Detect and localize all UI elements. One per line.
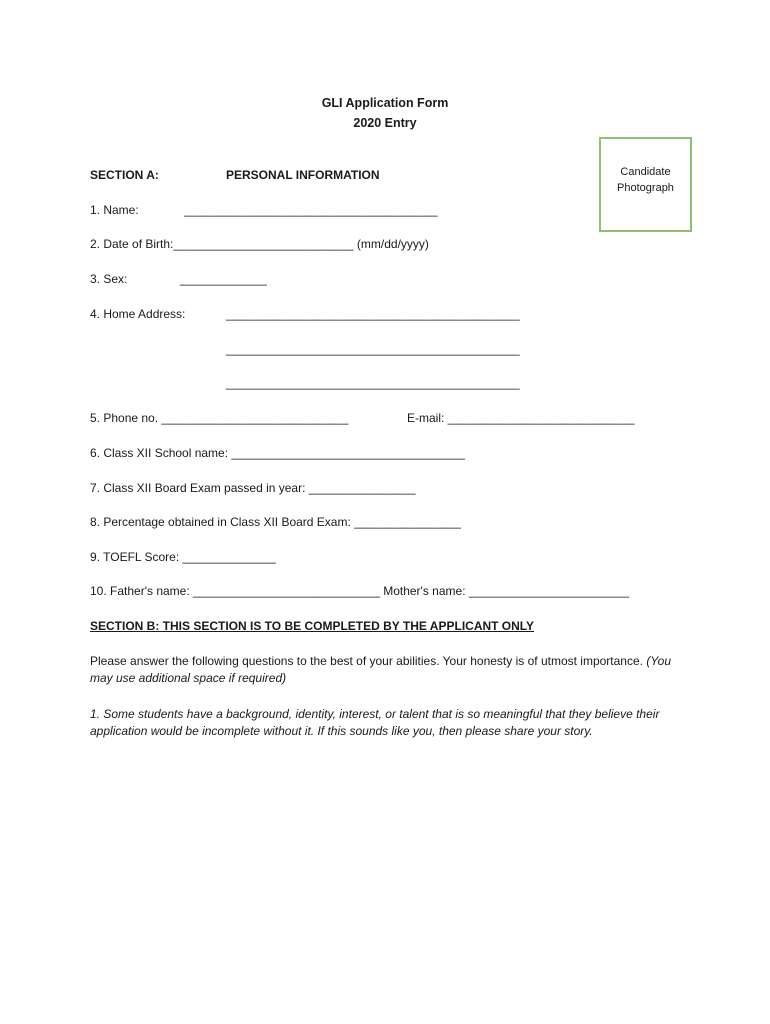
home-address-field-line2[interactable]: ____________________________________________ (226, 342, 520, 356)
board-exam-year-field[interactable]: 7. Class XII Board Exam passed in year: ________________ (90, 481, 416, 495)
candidate-photograph-box[interactable] (599, 137, 692, 232)
email-field[interactable]: E-mail: ____________________________ (407, 411, 635, 425)
board-exam-percentage-field[interactable]: 8. Percentage obtained in Class XII Board Exam: ________________ (90, 515, 461, 529)
school-name-field[interactable]: 6. Class XII School name: ___________________________________ (90, 446, 465, 460)
name-field[interactable]: ______________________________________ (184, 203, 438, 217)
home-address-label: 4. Home Address: (90, 307, 186, 321)
home-address-field-line3[interactable]: ____________________________________________ (226, 376, 520, 390)
photo-box-label-line1: Candidate (620, 166, 671, 178)
date-of-birth-field[interactable]: 2. Date of Birth:___________________________ (mm/dd/yyyy) (90, 237, 429, 251)
section-b-question-1: 1. Some students have a background, identity, interest, or talent that is so meaningful that they believe their application would be incomplete without it. If this sounds like you, then please share your story. (90, 707, 660, 738)
form-title: GLI Application Form (321, 96, 449, 110)
form-subtitle: 2020 Entry (353, 116, 417, 130)
home-address-field-line1[interactable]: ____________________________________________ (226, 307, 520, 321)
section-b-intro-note: (You may use additional space if required) (90, 654, 672, 685)
sex-label: 3. Sex: (90, 272, 128, 286)
parents-name-field[interactable]: 10. Father's name: ____________________________ Mother's name: ________________________ (90, 584, 630, 598)
sex-field[interactable]: _____________ (180, 272, 267, 286)
section-b-intro (90, 653, 690, 687)
phone-field[interactable]: 5. Phone no. ____________________________ (90, 411, 349, 425)
name-label: 1. Name: (90, 203, 139, 217)
section-a-title: PERSONAL INFORMATION (226, 168, 380, 182)
section-b-heading: SECTION B: THIS SECTION IS TO BE COMPLETED BY THE APPLICANT ONLY (90, 619, 535, 633)
section-a-label: SECTION A: (90, 168, 159, 182)
section-b-intro-text: Please answer the following questions to the best of your abilities. Your honesty is of utmost importance. (90, 654, 643, 668)
photo-box-label-line2: Photograph (617, 182, 674, 194)
toefl-score-field[interactable]: 9. TOEFL Score: ______________ (90, 550, 276, 564)
